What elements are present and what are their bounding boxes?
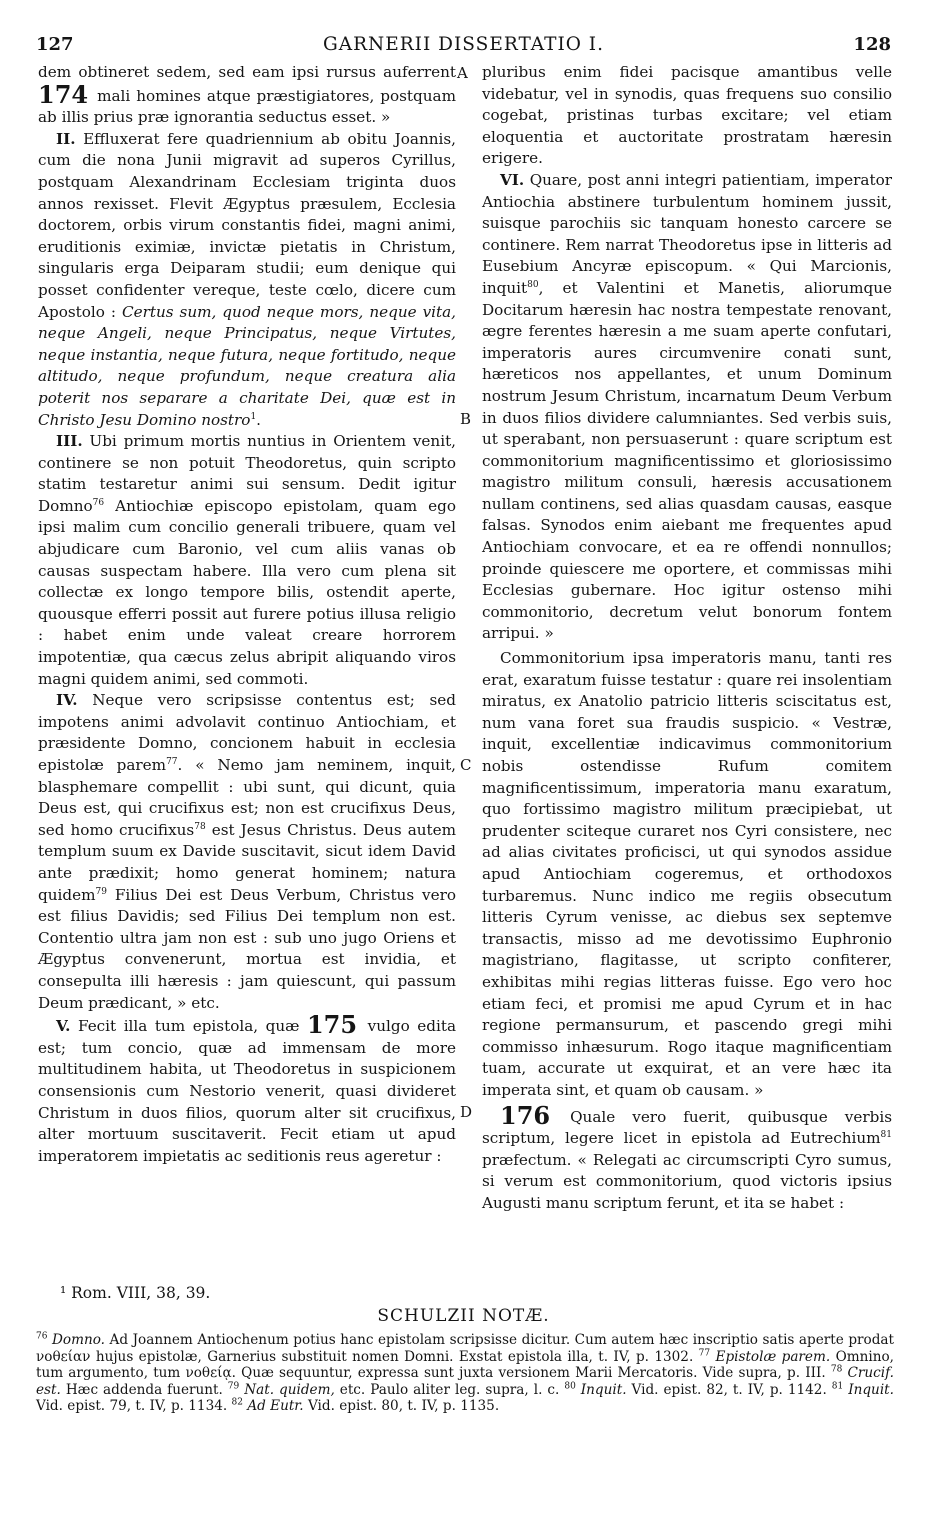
marginal-number-175: 175 xyxy=(306,1010,358,1040)
note-text: Ad Joannem Antiochenum potius hanc epistolam scripsisse dicitur. Cum autem hæc inscriptio satis aperte prodat νοθείαν hujus epistolæ, Garnerius substituit nomen Domni. Exstat epistola illa, t. IV, p. 1302. xyxy=(36,1332,894,1365)
note-lemma: Epistolæ parem. xyxy=(715,1348,831,1365)
section-ii: II. Effluxerat fere quadriennium ab obitu Joannis, cum die nona Junii migravit ad superos Cyrillus, postquam Alexandrinam Ecclesiam triginta duos annos rexisset. Flevit Ægyptus præsulem, Ecclesia doctorem, orbis virum constantis fidei, magni animi, eruditionis eximiæ, invictæ pietatis in Christum, singularis erga Deiparam studii; eum denique qui posset confidenter vereque, teste cœlo, dicere cum Apostolo : Certus sum, quod neque mors, neque vita, neque Angeli, neque Principatus, neque Virtutes, neque instantia, neque futura, neque fortitudo, neque altitudo, neque profundum, neque creatura alia poterit nos separare a charitate Dei, quæ est in Christo Jesu Domino nostro$^1$. xyxy=(38,129,457,429)
note-ref: 76 xyxy=(92,497,105,508)
schulz-notes xyxy=(36,1332,894,1415)
note-text: Vid. epist. 79, t. IV, p. 1134. xyxy=(36,1398,228,1415)
note-number: 82 xyxy=(231,1397,243,1408)
note-lemma: Inquit. xyxy=(580,1381,627,1398)
section-iv: IV. Neque vero scripsisse contentus est; sed impotens animi advolavit continuo Antiochiam, et præsidente Domno, concionem habuit in ecclesia epistolæ parem$^{77}$. « Nemo jam neminem, inquit, blasphemare compellit : ubi sunt, qui dicunt, quia Deus est, qui crucifixus est; non est crucifixus Deus, sed homo crucifixus$^{78}$ est Jesus Christus. Deus autem templum suum ex Davide suscitavit, sicut idem David ante prædixit; homo generat hominem; natura quidem$^{79}$ Filius Dei est Deus Verbum, Christus vero est filius Davidis; sed Filius Dei templum non est. Contentio ultra jam non est : sub uno jugo Oriens et Ægyptus convenerunt, mortua est invidia, et consepulta illi hæresis : jam quiescunt, qui passum Deum prædicant, » etc. xyxy=(38,691,457,1012)
note-ref: 80 xyxy=(527,279,539,290)
note-text: Hæc addenda fuerunt. xyxy=(65,1381,223,1398)
margin-letter-c: C xyxy=(460,756,472,774)
paragraph-continued: dem obtineret sedem, sed eam ipsi rursus auferrent 174 mali homines atque præstigiatores, postquam ab illis prius præ ignorantia seductus esset. » xyxy=(38,63,456,127)
note-lemma: Nat. quidem, xyxy=(244,1381,335,1398)
footnote-1: ¹ Rom. VIII, 38, 39. xyxy=(60,1284,211,1302)
notes-title: SCHULZII NOTÆ. xyxy=(377,1306,550,1326)
page-number-left: 127 xyxy=(36,34,74,55)
note-number: 76 xyxy=(36,1331,48,1342)
note-ref: 77 xyxy=(166,756,178,767)
note-lemma: Inquit. xyxy=(848,1381,894,1398)
right-column xyxy=(482,62,892,1214)
note-number: 80 xyxy=(564,1381,576,1392)
section-number: V. xyxy=(56,1017,71,1036)
note-lemma: Domno. xyxy=(52,1332,105,1348)
running-header xyxy=(36,34,891,60)
note-number: 81 xyxy=(831,1381,844,1392)
section-number: III. xyxy=(56,432,83,451)
section-number: IV. xyxy=(56,691,78,710)
note-number: 79 xyxy=(227,1381,240,1392)
section-v: V. Fecit illa tum epistola, quæ 175 vulgo edita est; tum concio, quæ ad immensam de more multitudinem habita, ut Theodoretus in suspicionem consensionis cum Nestorio venerit, quasi divideret Christum in duos filios, quorum alter sit crucifixus, alter mortuum suscitaverit. Fecit etiam ut apud imperatorem impietatis ac seditionis reus ageretur : xyxy=(38,1010,457,1165)
paragraph-commonitorium: Commonitorium ipsa imperatoris manu, tanti res erat, exaratum fuisse testatur : quare rei insolentiam miratus, ex Anatolio patricio litteris sciscitatus est, num vana foret sua fraudis suspicio. « Vestræ, inquit, excellentiæ indicavimus commonitorium nobis ostendisse Rufum comitem magnificentissimum, imperatoria manu exaratum, quo fortissimo magistro militum præcipiebat, ut prudenter sciteque curaret nos Cyri consistere, nec ad alias civitates proficisci, ut qui synodos assidue apud Antiochiam cogeremus, et orthodoxos turbaremus. Nunc indico me regiis obsecutum litteris Cyrum venisse, ac diebus sex septemve transactis, misso ad me devotissimo Euphronio magistriano, flagitasse, ut scripto confiterer, exhibitas mihi regias litteras fuisse. Ego vero hoc etiam feci, et promisi me apud Cyrum et in hac regione permansurum, et pascendo gregi mihi commisso inhæsurum. Rogo itaque magnificentiam tuam, accurate ut exquirat, et an vere hæc ita imperata sint, et quam ob causam. » xyxy=(482,649,892,1099)
note-text: Vid. epist. 82, t. IV, p. 1142. xyxy=(631,1381,827,1398)
note-text: Omnino, tum argumento, tum νοθείᾳ. Quæ sequuntur, expressa sunt juxta versionem Marii Mercatoris. Vide supra, p. III. xyxy=(36,1348,894,1382)
note-ref: 78 xyxy=(194,821,206,832)
margin-letter-d: D xyxy=(460,1103,473,1121)
section-number: VI. xyxy=(500,170,525,189)
left-column xyxy=(38,62,456,1167)
marginal-number-174: 174 xyxy=(38,79,89,109)
margin-letter-a: A xyxy=(457,64,468,82)
section-iii: III. Ubi primum mortis nuntius in Orientem venit, continere se non potuit Theodoretus, quin scripto statim testaretur animi sui sensum. Dedit igitur Domno$^{76}$ Antiochiæ episcopo epistolam, quam ego ipsi malim cum concilio generali tribuere, quam vel abjudicare cum Baronio, vel cum aliis vanas ob causas suspectam habere. Illa vero cum plena sit collectæ ex longo tempore bilis, ostendit aperte, quousque efferri possit aut furere potius illusa religio : habet enim unde valeat creare horrorem impotentiæ, qua cæcus zelus abripit aliquando viros magni quidem animi, sed commoti. xyxy=(38,432,457,688)
note-text: Vid. epist. 80, t. IV, p. 1135. xyxy=(307,1398,500,1415)
paragraph-continued: pluribus enim fidei pacisque amantibus velle videbatur, vel in synodis, quas frequens suo consilio cogebat, pristinas turbas excitare; vel etiam eloquentia et auctoritate prostratam hæresin erigere. xyxy=(482,63,892,168)
note-number: 78 xyxy=(830,1364,843,1375)
scripture-quote: Certus sum, quod neque mors, neque vita, neque Angeli, neque Principatus, neque Virtutes, neque instantia, neque futura, neque fortitudo, neque altitudo, neque profundum, neque creatura alia poterit nos separare a charitate Dei, quæ est in Christo Jesu Domino nostro xyxy=(38,302,457,429)
marginal-number-176: 176 xyxy=(500,1100,551,1130)
running-title: GARNERII DISSERTATIO I. xyxy=(322,34,604,55)
note-lemma: Crucif. est. xyxy=(36,1365,894,1398)
note-ref: 79 xyxy=(95,886,107,897)
margin-letter-b: B xyxy=(460,410,472,428)
section-vi: VI. Quare, post anni integri patientiam, imperator Antiochia abstinere turbulentum hominem jussit, suisque parochiis sic tanquam honesto carcere se continere. Rem narrat Theodoretus ipse in litteris ad Eusebium Ancyræ episcopum. « Qui Marcionis, inquit$^{80}$, et Valentini et Manetis, aliorumque Docitarum hæresin hac nostra tempestate renovant, ægre ferentes hæresin a me suam aperte confutari, imperatoris aures circumvenire conati sunt, hæreticos nos appellantes, et unum Dominum nostrum Jesum Christum, incarnatum Deum Verbum in duos filios dividere calumniantes. Sed verbis suis, ut sperabant, non persuaserunt : quare scriptum est commonitorium magnificentissimo et gloriosissimo magistro militum consuli, hæresis accusationem nullam continens, sed alias quasdam causas, easque falsas. Synodos enim aiebant me frequentes apud Antiochiam convocare, et ea re offendi nonnullos; proinde quiescere me oportere, et commissas mihi Ecclesias gubernare. Hoc igitur ostenso mihi commonitorio, decretum velut bonorum fontem arripui. » xyxy=(482,170,892,643)
note-text: etc. Paulo aliter leg. supra, l. c. xyxy=(339,1381,560,1398)
footnote-ref: 1 xyxy=(250,411,257,422)
page-number-right: 128 xyxy=(853,34,891,55)
note-lemma: Ad Eutr. xyxy=(247,1398,304,1415)
paragraph-176: 176 Quale vero fuerit, quibusque verbis scriptum, legere licet in epistola ad Eutrechium$^{81}$ præfectum. « Relegati ac circumscripti Cyro sumus, si verum est commonitorium, quod victoris ipsius Augusti manu scriptum ferunt, et ita se habet : xyxy=(482,1100,892,1212)
note-ref: 81 xyxy=(880,1130,892,1141)
section-number: II. xyxy=(56,129,76,148)
note-number: 77 xyxy=(698,1348,711,1359)
